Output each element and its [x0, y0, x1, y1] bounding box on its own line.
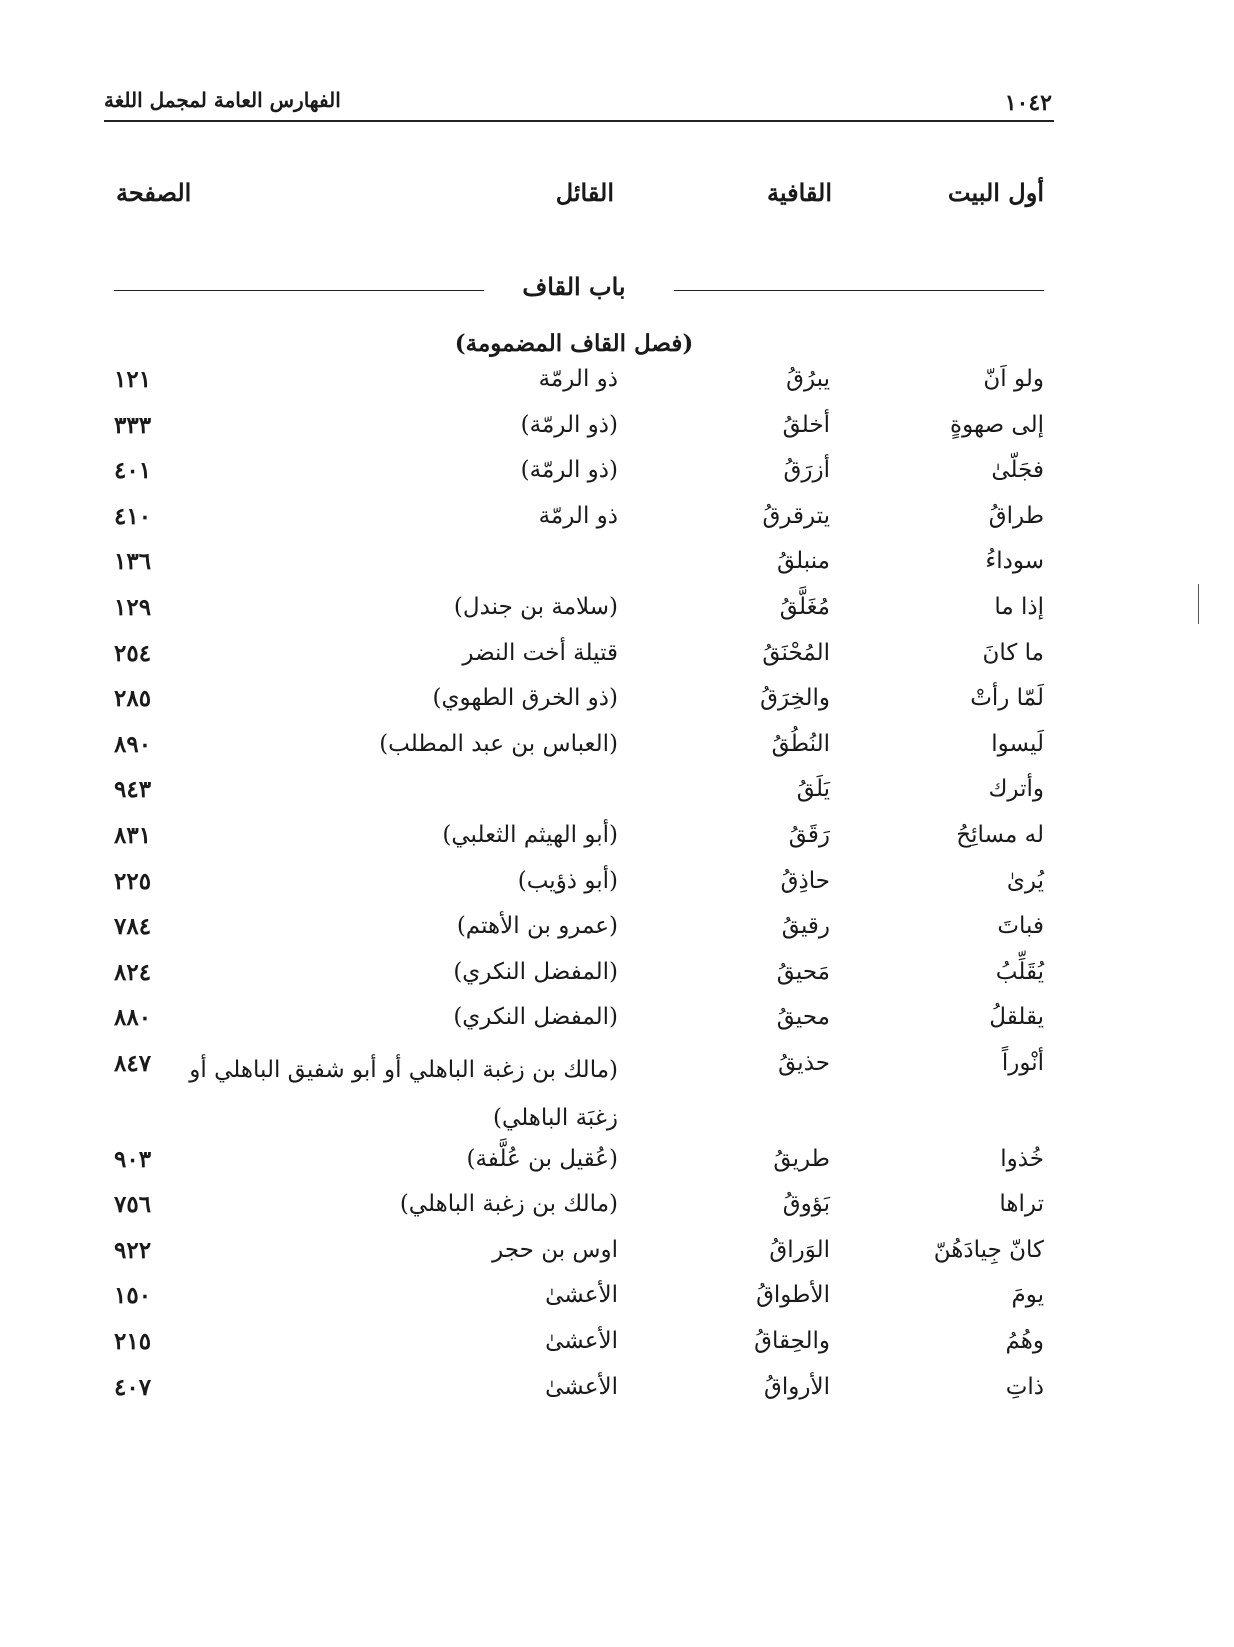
rhyme-cell: حذيقُ: [778, 1050, 830, 1076]
poet-cell: الأعشىٰ: [545, 1328, 618, 1354]
poet-cell: (ذو الخرق الطهوي): [432, 685, 618, 712]
table-row: [0, 1237, 1234, 1277]
table-row: [0, 776, 1234, 816]
poet-cell: (سلامة بن جندل): [453, 594, 618, 620]
table-row: [0, 548, 1234, 588]
first-line-cell: وأترك: [988, 776, 1044, 803]
poet-cell: (مالك بن زغبة الباهلي): [399, 1191, 618, 1218]
rhyme-cell: يبرُقُ: [786, 366, 830, 392]
page-cell: ٩٤٣: [114, 776, 152, 804]
table-row: [0, 412, 1234, 452]
table-row: [0, 1191, 1234, 1231]
rhyme-cell: رقيقُ: [781, 913, 830, 940]
rhyme-cell: المُحْنَقُ: [762, 639, 830, 666]
page-number: ١٠٤٢: [1004, 90, 1052, 116]
poet-cell: ذو الرمّة: [538, 366, 618, 392]
page-cell: ٨٣١: [114, 822, 152, 849]
first-line-cell: ذاتِ: [1005, 1373, 1044, 1400]
poet-cell: (العباس بن عبد المطلب): [379, 730, 618, 757]
rhyme-cell: والخِرَقُ: [760, 685, 830, 712]
page-cell: ١٢١: [114, 366, 152, 393]
first-line-cell: خُذوا: [1000, 1145, 1044, 1172]
first-line-cell: إذا ما: [994, 594, 1044, 620]
table-row: [0, 913, 1234, 953]
first-line-cell: له مسائِحُ: [956, 822, 1044, 848]
rhyme-cell: الأطواقُ: [756, 1282, 830, 1309]
first-line-cell: يقلقلُ: [989, 1004, 1044, 1031]
table-row: [0, 1374, 1234, 1414]
first-line-cell: ما كانَ: [982, 639, 1044, 666]
rhyme-cell: يترقرقُ: [762, 502, 830, 529]
page-cell: ٢١٥: [114, 1328, 152, 1355]
first-line-cell: طراقُ: [988, 502, 1044, 529]
page-cell: ٨٨٠: [114, 1004, 152, 1032]
table-row: [0, 685, 1234, 725]
poet-cell: (المفضل النكري): [453, 958, 618, 985]
first-line-cell: يُرىٰ: [1006, 867, 1044, 894]
rhyme-cell: رَقَقُ: [788, 822, 830, 848]
rhyme-cell: الوَراقُ: [769, 1236, 830, 1263]
rhyme-cell: أزرَقُ: [783, 457, 830, 484]
poet-cell: (أبو ذؤيب): [517, 867, 618, 894]
rhyme-cell: بَؤوقُ: [782, 1191, 830, 1218]
rhyme-cell: حاذِقُ: [780, 867, 830, 894]
column-header-first-line: أول البيت: [947, 178, 1044, 207]
first-line-cell: أنْوراً: [1001, 1050, 1044, 1076]
page-cell: ٤١٠: [114, 502, 152, 530]
column-header-page: الصفحة: [116, 178, 192, 207]
poet-cell: (عمرو بن الأهتم): [456, 913, 618, 940]
first-line-cell: يُقَلِّبُ: [995, 958, 1044, 985]
rhyme-cell: طريقُ: [773, 1145, 830, 1172]
rhyme-cell: مَحيقُ: [776, 958, 830, 985]
page-cell: ٧٥٦: [114, 1191, 152, 1219]
table-row: [0, 959, 1234, 999]
rhyme-cell: يَلَقُ: [796, 776, 830, 803]
page-cell: ٢٨٥: [114, 685, 152, 713]
section-title: (فصل القاف المضمومة): [454, 330, 694, 357]
table-row: [0, 1282, 1234, 1322]
first-line-cell: ولو اَنّ: [983, 366, 1044, 392]
poet-cell: (مالك بن زغبة الباهلي أو أبو شفيق الباهلي أو زغبَة الباهلي): [189, 1057, 618, 1131]
table-row: [0, 640, 1234, 680]
page-cell: ٤٠٧: [114, 1373, 152, 1401]
page-cell: ١٥٠: [114, 1282, 152, 1310]
table-row: [0, 366, 1234, 406]
first-line-cell: لَيسوا: [991, 730, 1044, 757]
page-cell: ٨٩٠: [114, 730, 152, 758]
page-cell: ٤٠١: [114, 457, 152, 485]
table-row: [0, 822, 1234, 862]
page-cell: ٢٢٥: [114, 867, 152, 895]
poet-cell: اوس بن حجر: [492, 1236, 618, 1263]
page-cell: ٢٥٤: [114, 639, 152, 667]
table-row: [0, 457, 1234, 497]
poet-cell: قتيلة أخت النضر: [462, 639, 618, 666]
page-cell: ٩٠٣: [114, 1145, 152, 1173]
page-cell: ٨٢٤: [114, 958, 152, 986]
page-cell: ١٢٩: [114, 594, 152, 621]
rhyme-cell: النُطُقُ: [771, 730, 830, 757]
first-line-cell: لَمّا رأتْ: [970, 685, 1044, 712]
page-cell: ٧٨٤: [114, 913, 152, 941]
table-row: [0, 1328, 1234, 1368]
poet-cell: (ذو الرمّة): [520, 411, 618, 438]
first-line-cell: فباتَ: [997, 913, 1044, 940]
page-cell: ٣٣٣: [114, 411, 152, 439]
column-header-poet: القائل: [555, 178, 614, 207]
table-row: [0, 594, 1234, 634]
poet-cell: (عُقيل بن عُلَّفة): [466, 1145, 618, 1172]
poet-cell: (أبو الهيثم الثعلبي): [442, 822, 618, 848]
rhyme-cell: منبلقُ: [777, 548, 830, 575]
rhyme-cell: مُغَلَّقُ: [779, 594, 830, 620]
first-line-cell: وهُمُ: [1005, 1328, 1044, 1354]
poet-cell: ذو الرمّة: [538, 502, 618, 529]
poet-cell: الأعشىٰ: [545, 1282, 618, 1309]
table-row: [0, 731, 1234, 771]
poet-cell: الأعشىٰ: [545, 1373, 618, 1400]
poet-cell: (المفضل النكري): [453, 1004, 618, 1031]
rhyme-cell: والحِقاقُ: [754, 1328, 830, 1354]
table-row: [0, 1050, 1234, 1131]
first-line-cell: فجَلّىٰ: [991, 457, 1044, 484]
rhyme-cell: الأرواقُ: [764, 1373, 830, 1400]
chapter-title: باب القاف: [522, 272, 626, 301]
rhyme-cell: محيقُ: [776, 1004, 830, 1031]
book-title: الفهارس العامة لمجمل اللغة: [104, 88, 341, 112]
first-line-cell: سوداءُ: [985, 548, 1044, 575]
page-cell: ٨٤٧: [114, 1050, 152, 1077]
first-line-cell: إلى صهوةٍ: [950, 411, 1044, 438]
first-line-cell: كانّ جِيادَهُنّ: [933, 1236, 1044, 1263]
page-cell: ٩٢٢: [114, 1236, 152, 1264]
table-row: [0, 1146, 1234, 1186]
table-row: [0, 1004, 1234, 1044]
column-header-rhyme: القافية: [766, 178, 832, 207]
poet-cell: (ذو الرمّة): [520, 457, 618, 484]
first-line-cell: يومَ: [1011, 1282, 1044, 1309]
first-line-cell: تراها: [999, 1191, 1044, 1218]
table-row: [0, 503, 1234, 543]
page-cell: ١٣٦: [114, 548, 152, 576]
table-row: [0, 868, 1234, 908]
rhyme-cell: أخلقُ: [782, 411, 830, 438]
